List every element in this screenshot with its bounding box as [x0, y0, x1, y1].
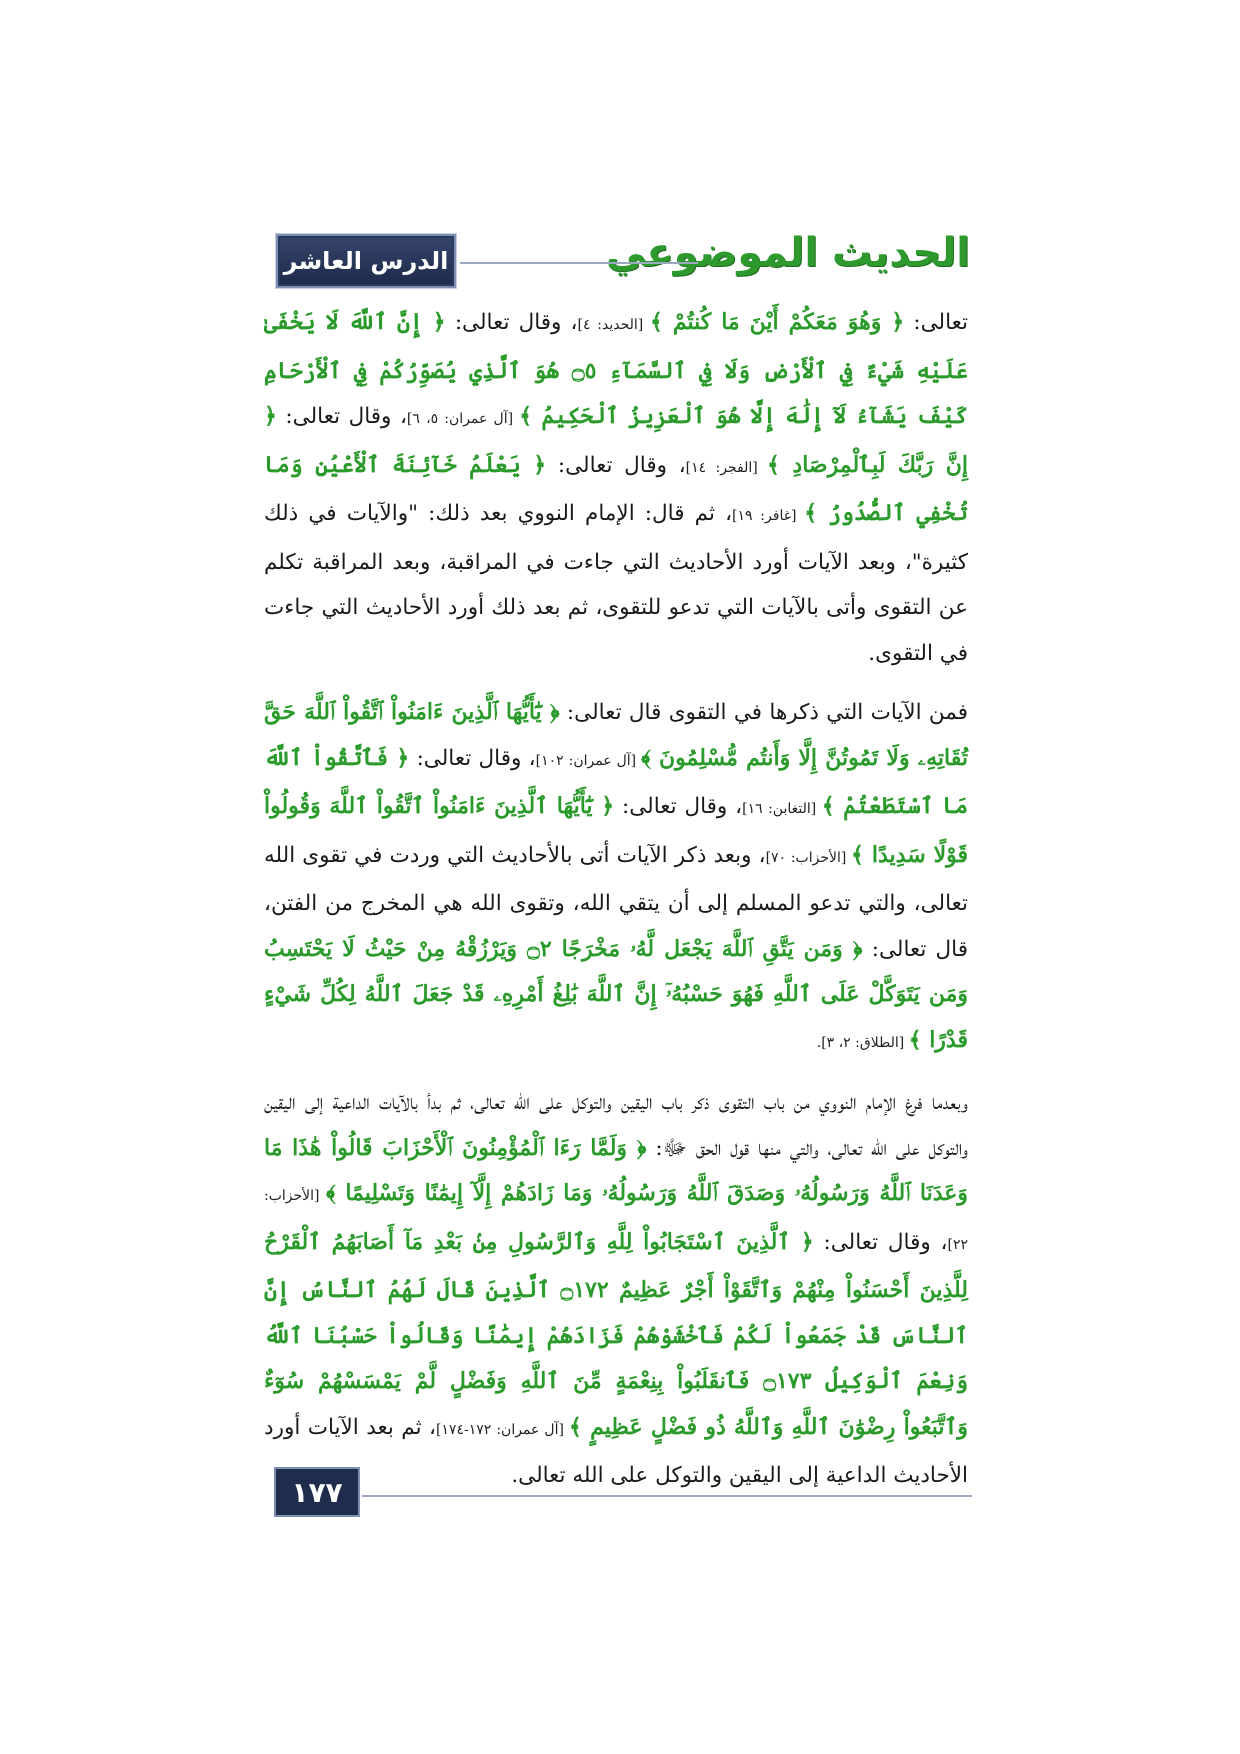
- quran-verse: ﴿ وَمَن يَتَّقِ ٱللَّهَ يَجْعَل لَّهُۥ مَخْرَجًا ۝٢ وَيَرْزُقْهُ مِنْ حَيْثُ لَا يَحْتَسِبُ وَمَن يَتَوَكَّلْ عَلَى ٱللَّهِ فَهُوَ حَسْبُهُۥٓ إِنَّ ٱللَّهَ بَٰلِغُ أَمْرِهِۦ قَدْ جَعَلَ ٱللَّهُ لِكُلِّ شَيْءٍ قَدْرًا ﴾: [264, 935, 968, 1053]
- lesson-label: الدرس العاشر: [283, 247, 449, 275]
- quran-verse: ﴿ ٱلَّذِينَ ٱسْتَجَابُواْ لِلَّهِ وَٱلرَّسُولِ مِنۢ بَعْدِ مَآ أَصَابَهُمُ ٱلْقَرْحُ لِلَّذِينَ أَحْسَنُواْ مِنْهُمْ وَٱتَّقَوْاْ أَجْرٌ عَظِيمٌ ۝١٧٢ ٱلَّذِينَ قَالَ لَهُمُ ٱلنَّاسُ إِنَّ ٱلنَّاسَ قَدْ جَمَعُواْ لَكُمْ فَٱخْشَوْهُمْ فَزَادَهُمْ إِيمَٰنًا وَقَالُواْ حَسْبُنَا ٱللَّهُ وَنِعْمَ ٱلْوَكِيلُ ۝١٧٣ فَٱنقَلَبُواْ بِنِعْمَةٍ مِّنَ ٱللَّهِ وَفَضْلٍ لَّمْ يَمْسَسْهُمْ سُوٓءٌ وَٱتَّبَعُواْ رِضْوَٰنَ ٱللَّهِ وَٱللَّهُ ذُو فَضْلٍ عَظِيمٍ ﴾: [264, 1228, 968, 1440]
- quran-verse: ﴿ وَهُوَ مَعَكُمْ أَيْنَ مَا كُنتُمْ ﴾: [649, 309, 905, 335]
- body-text-segment: ، وقال تعالى:: [409, 745, 536, 771]
- verse-reference: [التغابن: ١٦]: [742, 801, 822, 817]
- body-text-segment: ، وبعد ذكر الآيات أتى بالأحاديث التي وردت في تقوى الله تعالى، والتي تدعو المسلم إلى أن يتقي الله، وتقوى الله هي المخرج من الفتن، قال تعالى:: [264, 842, 968, 962]
- verse-reference: [الطلاق: ٢، ٣].: [816, 1034, 909, 1051]
- quran-verse: ﴿ وَلَمَّا رَءَا ٱلْمُؤْمِنُونَ ٱلْأَحْزَابَ قَالُواْ هَٰذَا مَا وَعَدَنَا ٱللَّهُ وَرَسُولُهُۥ وَصَدَقَ ٱللَّهُ وَرَسُولُهُۥ وَمَا زَادَهُمْ إِلَّآ إِيمَٰنًا وَتَسْلِيمًا ﴾: [264, 1134, 968, 1206]
- verse-reference: [آل عمران: ١٧٢-١٧٤]: [435, 1421, 569, 1438]
- paragraph: [264, 300, 968, 676]
- verse-reference: [الأحزاب: ٢٢]: [264, 1188, 968, 1253]
- verse-reference: [الحديد: ٤]: [577, 317, 650, 333]
- body-text-segment: فمن الآيات التي ذكرها في التقوى قال تعالى:: [559, 700, 968, 725]
- footer-divider: [362, 1495, 972, 1497]
- body-text: [264, 300, 968, 1499]
- lesson-badge: [276, 234, 456, 288]
- verse-reference: [الأحزاب: ٧٠]: [765, 849, 852, 866]
- verse-reference: [الفجر: ١٤]: [685, 459, 768, 476]
- body-text-segment: ، ثم بعد الآيات أورد الأحاديث الداعية إلى اليقين والتوكل على الله تعالى.: [264, 1414, 968, 1488]
- body-text-segment: ، وقال تعالى:: [546, 452, 686, 478]
- quran-verse: ﴿ يَعْلَمُ خَآئِنَةَ ٱلْأَعْيُنِ وَمَا تُخْفِي ٱلصُّدُورُ ﴾: [264, 451, 969, 526]
- paragraph: [264, 690, 968, 1066]
- body-text-segment: تعالى:: [904, 310, 968, 335]
- header-divider: [460, 262, 698, 264]
- body-text-segment: ، وقال تعالى:: [813, 1229, 948, 1255]
- verse-reference: [آل عمران: ٥، ٦]: [406, 411, 520, 427]
- quran-verse: ﴿ إِنَّ رَبَّكَ لَبِٱلْمِرْصَادِ ﴾: [264, 403, 969, 478]
- verse-reference: [آل عمران: ١٠٢]: [535, 752, 642, 769]
- verse-reference: [غافر: ١٩]: [732, 508, 805, 524]
- quran-verse: ﴿ يَٰٓأَيُّهَا ٱلَّذِينَ ءَامَنُواْ ٱتَّقُواْ ٱللَّهَ حَقَّ تُقَاتِهِۦ وَلَا تَمُوتُنَّ إِلَّا وَأَنتُم مُّسْلِمُونَ ﴾: [264, 699, 968, 771]
- page-number: ١٧٧: [291, 1475, 343, 1509]
- quran-verse: ﴿ إِنَّ ٱللَّهَ لَا يَخْفَىٰ عَلَيْهِ شَيْءٌ فِي ٱلْأَرْضِ وَلَا فِي ٱلسَّمَآءِ ۝٥ هُوَ ٱلَّذِي يُصَوِّرُكُمْ فِي ٱلْأَرْحَامِ كَيْفَ يَشَآءُ لَآ إِلَٰهَ إِلَّا هُوَ ٱلْعَزِيزُ ٱلْحَكِيمُ ﴾: [264, 309, 969, 429]
- body-text-segment: ، وقال تعالى:: [276, 404, 407, 429]
- quran-verse: ﴿ يَٰٓأَيُّهَا ٱلَّذِينَ ءَامَنُواْ ٱتَّقُواْ ٱللَّهَ وَقُولُواْ قَوْلًا سَدِيدًا ﴾: [264, 793, 968, 868]
- paragraph: [264, 1080, 968, 1499]
- body-text-segment: ، ثم قال: الإمام النووي بعد ذلك: "والآيات في ذلك كثيرة"، وبعد الآيات أورد الأحاديث التي جاءت في المراقبة، وبعد المراقبة تكلم عن التقوى وأتى بالآيات التي تدعو للتقوى، ثم بعد ذلك أورد الأحاديث التي جاءت في التقوى.: [264, 501, 968, 666]
- body-text-segment: ، وقال تعالى:: [445, 310, 578, 335]
- page-number-badge: [274, 1467, 360, 1517]
- body-text-segment: ، وقال تعالى:: [614, 794, 743, 819]
- quran-verse: ﴿ فَٱتَّقُواْ ٱللَّهَ مَا ٱسْتَطَعْتُمْ ﴾: [264, 744, 968, 819]
- page-header: [270, 222, 970, 292]
- book-title: الحديث الموضوعي: [605, 230, 970, 276]
- body-text-segment: وبعدما فرغ الإمام النووي من باب التقوى ذكر باب اليقين والتوكل على الله تعالى، ثم بدأ بالآيات الداعية إلى اليقين والتوكل على الله تعالى، والتي منها قول الحق ﷻ:: [264, 1090, 968, 1161]
